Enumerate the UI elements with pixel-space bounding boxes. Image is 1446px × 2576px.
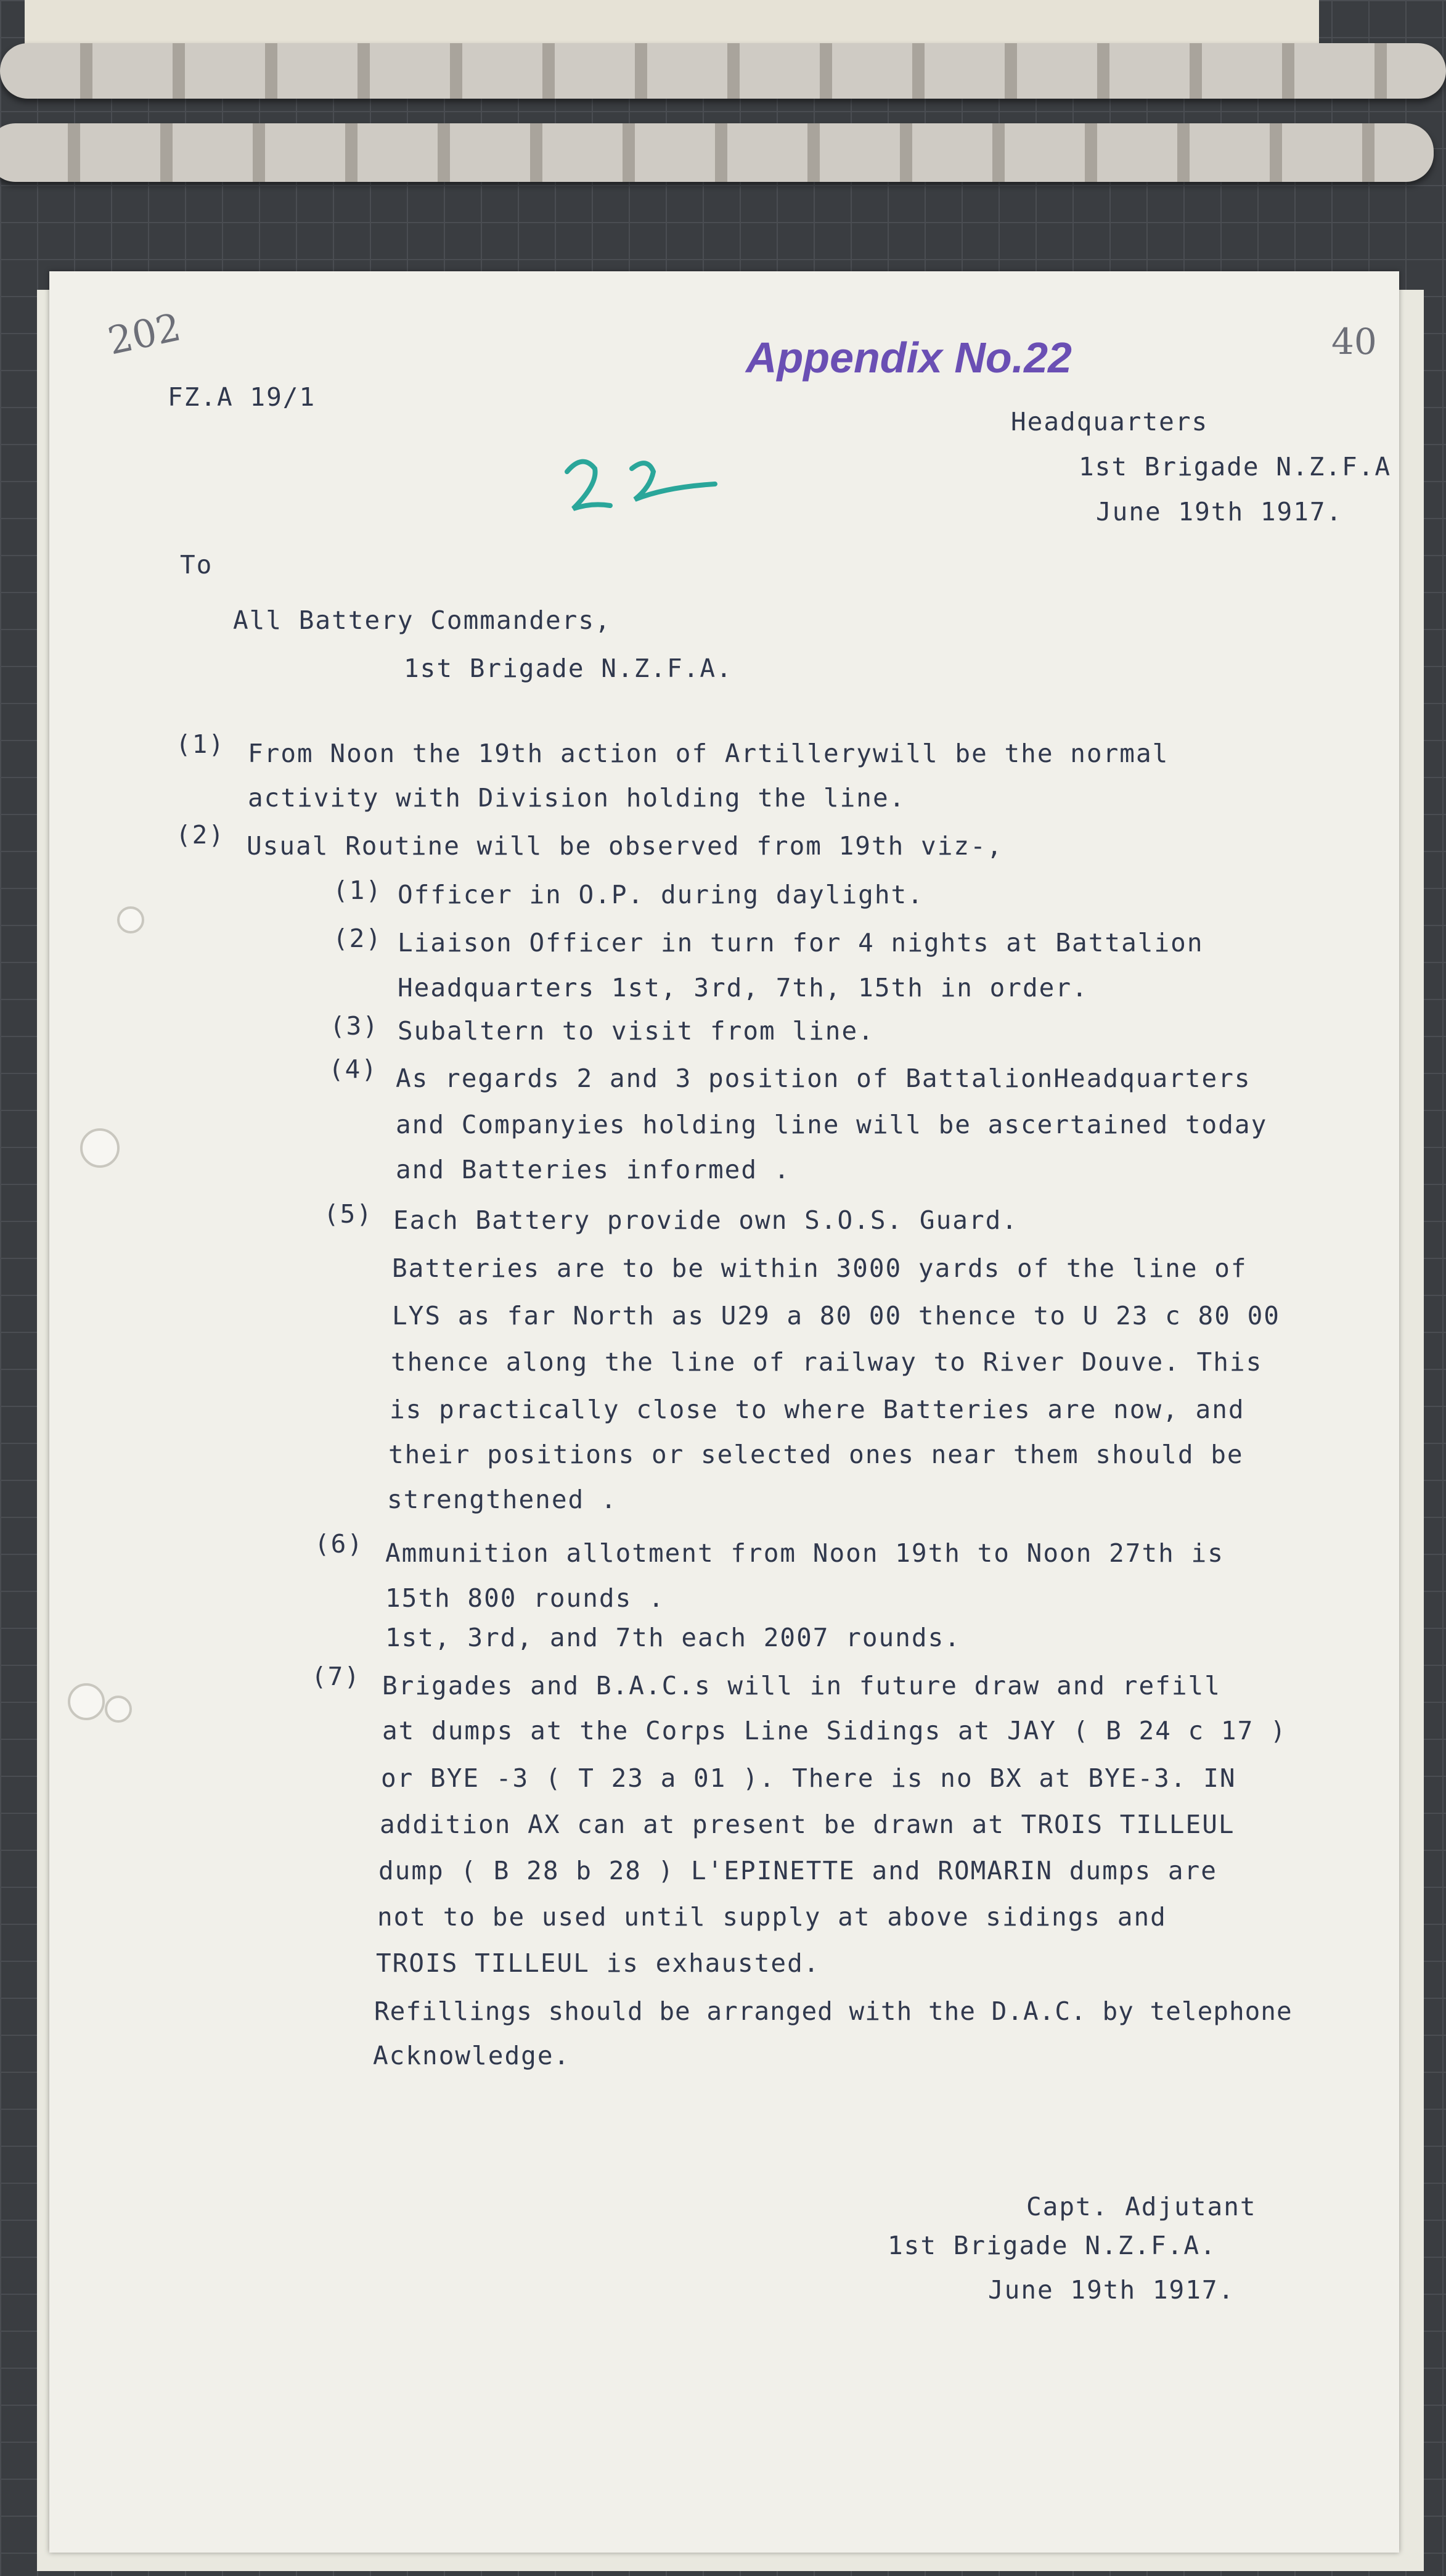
body-line: From Noon the 19th action of Artillerywill be the normal bbox=[248, 739, 1169, 768]
recipient-line: 1st Brigade N.Z.F.A. bbox=[404, 654, 733, 683]
punch-hole bbox=[68, 1683, 105, 1720]
binding-cord bbox=[0, 43, 1446, 99]
item-number: (7) bbox=[311, 1662, 361, 1691]
date-line: June 19th 1917. bbox=[1096, 497, 1343, 527]
body-line: or BYE -3 ( T 23 a 01 ). There is no BX at BYE-3. IN bbox=[381, 1763, 1236, 1793]
body-line: thence along the line of railway to River Douve. This bbox=[391, 1347, 1263, 1377]
body-line: Headquarters 1st, 3rd, 7th, 15th in order. bbox=[398, 973, 1089, 1003]
body-line: is practically close to where Batteries are now, and bbox=[390, 1395, 1245, 1424]
folio-number: 202 bbox=[104, 304, 185, 364]
body-line: not to be used until supply at above sidings and bbox=[377, 1902, 1167, 1932]
item-number: (1) bbox=[333, 876, 383, 905]
body-line: and Companyies holding line will be ascertained today bbox=[396, 1110, 1268, 1139]
body-line: Ammunition allotment from Noon 19th to Noon 27th is bbox=[385, 1538, 1224, 1568]
item-number: (2) bbox=[176, 820, 226, 850]
body-line: Batteries are to be within 3000 yards of the line of bbox=[392, 1253, 1248, 1283]
punch-hole bbox=[117, 906, 144, 933]
item-number: (2) bbox=[333, 924, 383, 953]
body-line: 15th 800 rounds . bbox=[385, 1583, 665, 1613]
page-number: 40 bbox=[1331, 321, 1377, 363]
appendix-stamp: Appendix No.22 bbox=[746, 334, 1072, 382]
reference-number: FZ.A 19/1 bbox=[168, 382, 316, 412]
body-line: their positions or selected ones near them should be bbox=[388, 1440, 1244, 1469]
body-line: 1st, 3rd, and 7th each 2007 rounds. bbox=[385, 1623, 961, 1652]
body-line: addition AX can at present be drawn at TROIS TILLEUL bbox=[380, 1810, 1235, 1839]
closing-line: Acknowledge. bbox=[373, 2041, 571, 2070]
body-line: Each Battery provide own S.O.S. Guard. bbox=[393, 1205, 1018, 1235]
closing-line: Refillings should be arranged with the D.A.C. by telephone bbox=[374, 1996, 1293, 2026]
body-line: TROIS TILLEUL is exhausted. bbox=[376, 1948, 820, 1978]
punch-hole bbox=[80, 1128, 120, 1168]
to-label: To bbox=[180, 550, 213, 580]
body-line: at dumps at the Corps Line Sidings at JAY ( B 24 c 17 ) bbox=[382, 1716, 1287, 1745]
item-number: (5) bbox=[324, 1199, 374, 1229]
body-line: dump ( B 28 b 28 ) L'EPINETTE and ROMARIN dumps are bbox=[378, 1856, 1217, 1885]
item-number: (3) bbox=[330, 1011, 380, 1041]
body-line: As regards 2 and 3 position of BattalionHeadquarters bbox=[396, 1064, 1251, 1093]
body-line: Officer in O.P. during daylight. bbox=[398, 880, 924, 909]
item-number: (1) bbox=[176, 729, 226, 759]
signature-title: Capt. Adjutant bbox=[1026, 2192, 1257, 2221]
signature-unit: 1st Brigade N.Z.F.A. bbox=[888, 2231, 1217, 2260]
green-handwritten-mark bbox=[561, 450, 727, 518]
binding-cord bbox=[0, 123, 1434, 182]
address-line: Headquarters bbox=[1011, 407, 1209, 437]
punch-hole bbox=[105, 1696, 132, 1723]
signature-date: June 19th 1917. bbox=[988, 2275, 1235, 2305]
body-line: Brigades and B.A.C.s will in future draw and refill bbox=[382, 1671, 1221, 1700]
body-line: Liaison Officer in turn for 4 nights at Battalion bbox=[398, 928, 1204, 958]
body-line: activity with Division holding the line. bbox=[248, 783, 906, 813]
recipient-line: All Battery Commanders, bbox=[233, 605, 611, 635]
body-line: strengthened . bbox=[387, 1485, 618, 1514]
body-line: LYS as far North as U29 a 80 00 thence to U 23 c 80 00 bbox=[392, 1301, 1280, 1331]
address-line: 1st Brigade N.Z.F.A bbox=[1079, 452, 1391, 482]
item-number: (6) bbox=[314, 1529, 364, 1559]
body-line: and Batteries informed . bbox=[396, 1155, 791, 1184]
body-line: Subaltern to visit from line. bbox=[398, 1016, 875, 1046]
item-number: (4) bbox=[329, 1054, 378, 1084]
body-line: Usual Routine will be observed from 19th viz-, bbox=[247, 831, 1003, 861]
